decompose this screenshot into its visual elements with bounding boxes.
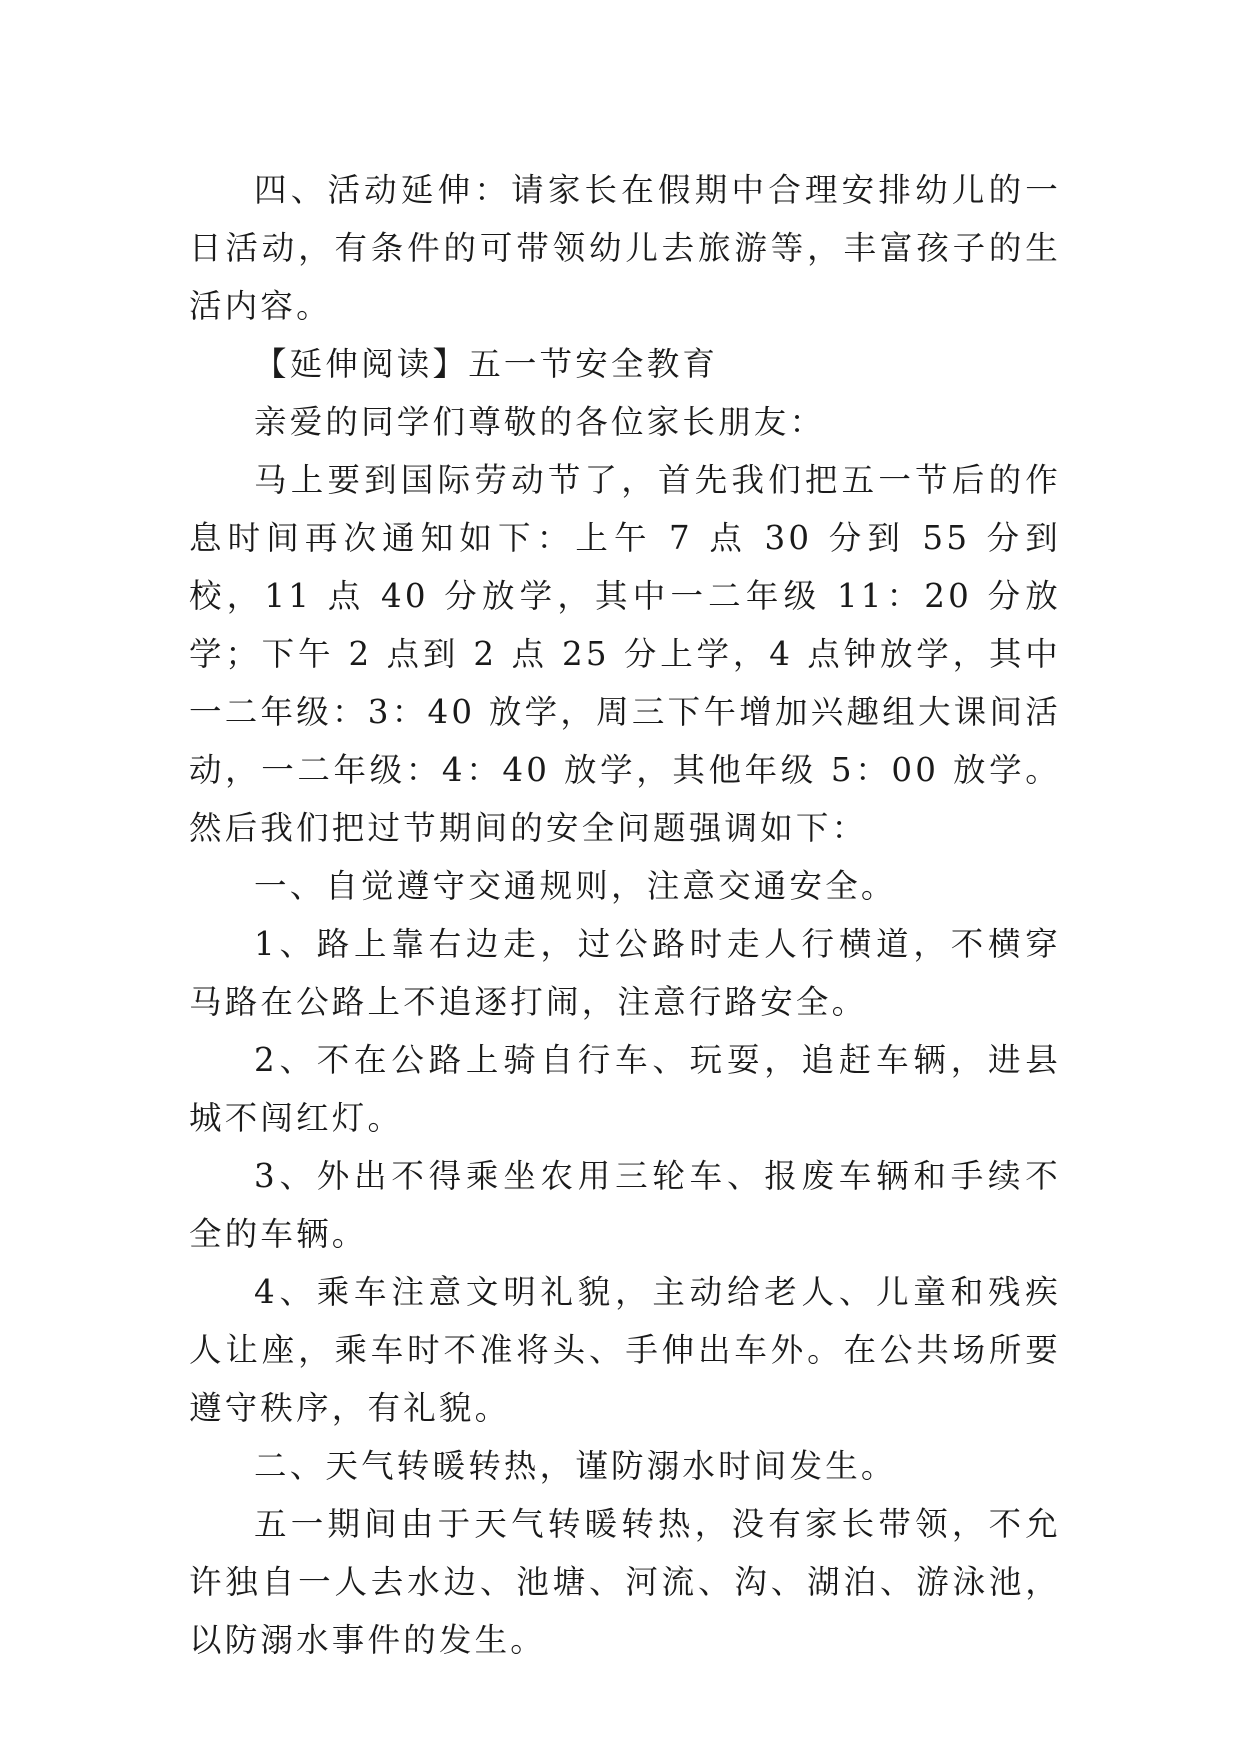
paragraph-schedule-notice: 马上要到国际劳动节了，首先我们把五一节后的作息时间再次通知如下：上午 7 点 30 分到 55 分到校，11 点 40 分放学，其中一二年级 11：20 分放学；下午 2 点到 2 点 25 分上学，4 点钟放学，其中一二年级：3：40 放学，周三下午增加兴趣组大课间活动，一二年级：4：40 放学，其他年级 5：00 放学。然后我们把过节期间的安全问题强调如下：	[189, 461, 1061, 847]
paragraph-drowning-prevention: 五一期间由于天气转暖转热，没有家长带领，不允许独自一人去水边、池塘、河流、沟、湖泊、游泳池，以防溺水事件的发生。	[189, 1505, 1061, 1659]
paragraph-traffic-rule-1: 1、路上靠右边走，过公路时走人行横道，不横穿马路在公路上不追逐打闹，注意行路安全。	[189, 925, 1061, 1021]
paragraph-drowning-heading: 二、天气转暖转热，谨防溺水时间发生。	[254, 1447, 897, 1485]
paragraph-traffic-rule-3: 3、外出不得乘坐农用三轮车、报废车辆和手续不全的车辆。	[189, 1157, 1061, 1253]
paragraph-greeting: 亲爱的同学们尊敬的各位家长朋友：	[254, 403, 826, 441]
paragraph-traffic-rule-2: 2、不在公路上骑自行车、玩耍，追赶车辆，进县城不闯红灯。	[189, 1041, 1061, 1137]
paragraph-activity-extension: 四、活动延伸：请家长在假期中合理安排幼儿的一日活动，有条件的可带领幼儿去旅游等，丰富孩子的生活内容。	[189, 171, 1061, 325]
paragraph-traffic-rule-4: 4、乘车注意文明礼貌，主动给老人、儿童和残疾人让座，乘车时不准将头、手伸出车外。在公共场所要遵守秩序，有礼貌。	[189, 1273, 1061, 1427]
paragraph-extended-reading-title: 【延伸阅读】五一节安全教育	[254, 345, 719, 383]
paragraph-traffic-rules-heading: 一、自觉遵守交通规则，注意交通安全。	[254, 867, 897, 905]
document-body	[189, 161, 1061, 1669]
